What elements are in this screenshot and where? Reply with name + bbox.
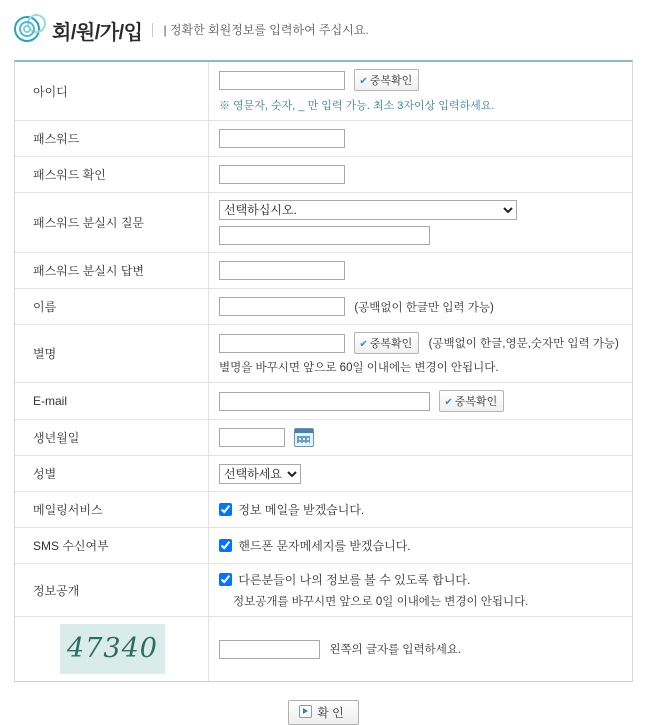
submit-row [0, 682, 647, 725]
field-info-public [209, 564, 633, 617]
info-public-warning: 정보공개를 바꾸시면 앞으로 0일 이내에는 변경이 안됩니다. [233, 596, 529, 608]
signup-form [14, 60, 633, 682]
field-password [209, 121, 633, 157]
sms-checkbox-label: 핸드폰 문자메세지를 받겠습니다. [238, 539, 411, 553]
field-hint-answer [209, 253, 633, 289]
submit-button-label: 확 인 [317, 706, 344, 720]
email-duplicate-check-label: 중복확인 [454, 396, 498, 408]
sms-checkbox[interactable] [219, 539, 232, 552]
label-userid: 아이디 [15, 62, 209, 121]
email-duplicate-check-button[interactable] [439, 390, 504, 412]
label-password: 패스워드 [15, 121, 209, 157]
password-input[interactable] [219, 129, 345, 148]
label-email: E-mail [15, 383, 209, 420]
info-public-checkbox-label: 다른분들이 나의 정보를 볼 수 있도록 합니다. [238, 573, 471, 587]
row-captcha [15, 617, 632, 682]
label-password-confirm: 패스워드 확인 [15, 157, 209, 193]
label-info-public: 정보공개 [15, 564, 209, 617]
field-nickname [209, 325, 633, 383]
row-password-confirm [15, 157, 632, 193]
mailing-checkbox[interactable] [219, 503, 232, 516]
hint-answer-input[interactable] [219, 261, 345, 280]
field-mailing [209, 492, 633, 528]
name-input[interactable] [219, 297, 345, 316]
field-name [209, 289, 633, 325]
row-hint-answer [15, 253, 632, 289]
field-password-confirm [209, 157, 633, 193]
label-nickname: 별명 [15, 325, 209, 383]
userid-duplicate-check-label: 중복확인 [369, 75, 413, 87]
field-birthday [209, 420, 633, 456]
field-gender [209, 456, 633, 492]
nickname-warning: 별명을 바꾸시면 앞으로 60일 이내에는 변경이 안됩니다. [219, 362, 499, 374]
label-hint-question: 패스워드 분실시 질문 [15, 193, 209, 253]
row-userid [15, 62, 632, 121]
captcha-note: 왼쪽의 글자를 입력하세요. [329, 644, 462, 656]
label-gender: 성별 [15, 456, 209, 492]
name-note: (공백없이 한글만 입력 가능) [354, 301, 494, 314]
userid-hint: ※ 영문자, 숫자, _ 만 입력 가능. 최소 3자이상 입력하세요. [219, 100, 495, 112]
email-input[interactable] [219, 392, 430, 411]
page-subtitle: | 정확한 회원정보를 입력하여 주십시요. [152, 23, 368, 37]
page-header [0, 0, 647, 56]
birthday-input[interactable] [219, 428, 285, 447]
password-confirm-input[interactable] [219, 165, 345, 184]
userid-duplicate-check-button[interactable] [354, 69, 419, 91]
captcha-input[interactable] [219, 640, 320, 659]
info-public-checkbox[interactable] [219, 573, 232, 586]
gender-select[interactable] [219, 464, 301, 484]
calendar-icon[interactable] [294, 428, 314, 447]
row-password [15, 121, 632, 157]
field-captcha [209, 617, 633, 682]
play-icon [299, 705, 312, 718]
row-birthday [15, 420, 632, 456]
captcha-image-text: 47340 [67, 633, 158, 664]
field-userid [209, 62, 633, 121]
nickname-input[interactable] [219, 334, 345, 353]
field-hint-question [209, 193, 633, 253]
row-mailing [15, 492, 632, 528]
concentric-rings-logo-icon [14, 14, 46, 46]
mailing-checkbox-label: 정보 메일을 받겠습니다. [238, 503, 365, 517]
row-nickname [15, 325, 632, 383]
row-sms [15, 528, 632, 564]
field-email [209, 383, 633, 420]
row-email [15, 383, 632, 420]
row-gender [15, 456, 632, 492]
captcha-image [60, 624, 165, 674]
hint-question-custom-input[interactable] [219, 226, 430, 245]
submit-button[interactable] [288, 700, 359, 725]
captcha-image-cell [15, 617, 209, 682]
label-hint-answer: 패스워드 분실시 답변 [15, 253, 209, 289]
nickname-note: (공백없이 한글,영문,숫자만 입력 가능) [428, 338, 619, 350]
check-icon: ✔ [444, 397, 453, 408]
label-name: 이름 [15, 289, 209, 325]
page-title: 회/원/가/입 [52, 21, 143, 44]
row-info-public [15, 564, 632, 617]
label-birthday: 생년월일 [15, 420, 209, 456]
check-icon: ✔ [359, 339, 368, 350]
row-name [15, 289, 632, 325]
label-mailing: 메일링서비스 [15, 492, 209, 528]
nickname-duplicate-check-button[interactable] [354, 332, 419, 354]
hint-question-select[interactable] [219, 200, 517, 220]
row-hint-question [15, 193, 632, 253]
check-icon: ✔ [359, 76, 368, 87]
field-sms [209, 528, 633, 564]
label-sms: SMS 수신여부 [15, 528, 209, 564]
nickname-duplicate-check-label: 중복확인 [369, 338, 413, 350]
userid-input[interactable] [219, 71, 345, 90]
